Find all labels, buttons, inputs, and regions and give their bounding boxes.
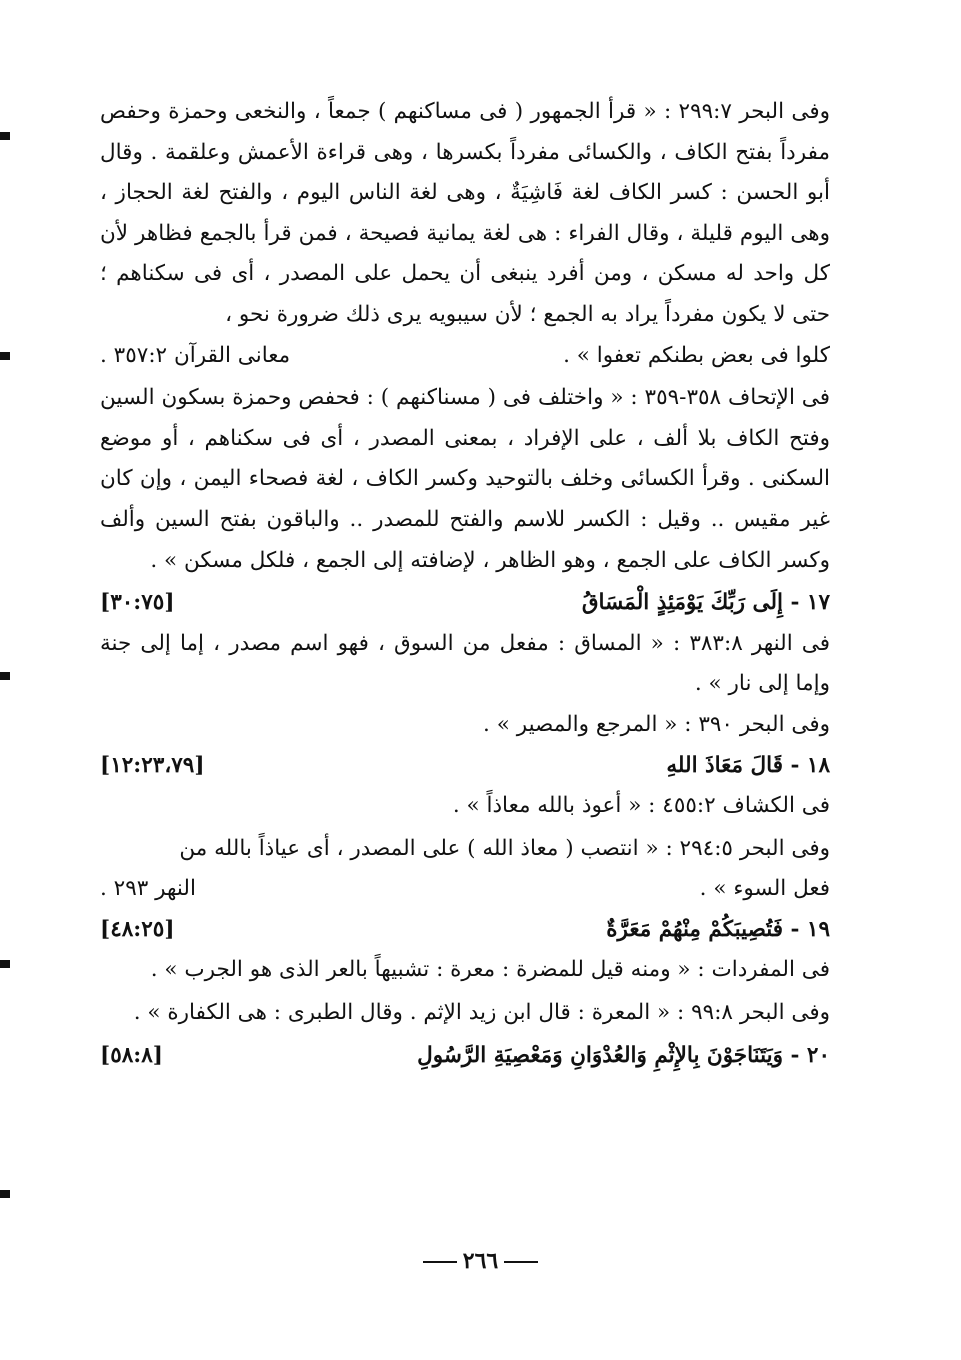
- footer-dash: [504, 1261, 538, 1263]
- verse-reference: [٣٠:٧٥]: [100, 590, 175, 616]
- verse-entry-18: [100, 746, 830, 787]
- footer-dash: [423, 1261, 457, 1263]
- paragraph-text: فى المفردات : « ومنه قيل للمضرة : معرة : تشبيهاً بالعر الذى هو الجرب » .: [150, 957, 830, 983]
- verse-text: ١٨ - قَالَ مَعَاذَ اللهِ: [666, 752, 830, 778]
- verse-text: ٢٠ - وَيَتَنَاجَوْنَ بِالإِثْمِ وَالعُدْوَانِ وَمَعْصِيَةِ الرَّسُولِ: [417, 1042, 830, 1068]
- paragraph-closing-line: [100, 869, 830, 910]
- scan-edge-mark: [0, 1190, 10, 1198]
- verse-entry-19: [100, 910, 830, 951]
- paragraph-text: وفى البحر ٩٩:٨ : « المعرة : قال ابن زيد الإثم . وقال الطبرى : هى الكفارة » .: [133, 1000, 830, 1026]
- paragraph-text: فى النهر ٣٨٣:٨ : « المساق : مفعل من السوق ، فهو اسم مصدر ، إما إلى جنة وإما إلى نار » .: [100, 630, 830, 697]
- paragraph-text: وفى البحر ٢٩٩:٧ : « قرأ الجمهور ( فى مساكنهم ) جمعاً ، والنخعى وحمزة وحفص مفرداً بفتح الكاف ، والكسائى مفرداً بكسرها ، وهى قراءة الأعمش وعلقمة . وقال أبو الحسن : كسر الكاف لغة فَاشِيَةٌ ، وهى لغة الناس اليوم ، والفتح لغة الحجاز ، وهى اليوم قليلة ، وقال الفراء : هى لغة يمانية فصيحة ، فمن قرأ بالجمع فظاهر لأن كل واحد له مسكن ، ومن أفرد ينبغى أن يحمل على المصدر ، أى فى سكناهم ؛ حتى لا يكون مفرداً يراد به الجمع ؛ لأن سيبويه يرى ذلك ضرورة نحو ،: [100, 99, 830, 327]
- scan-edge-mark: [0, 352, 10, 360]
- source-reference: النهر ٢٩٣ .: [100, 876, 196, 902]
- paragraph-bahr-masaq: [100, 705, 830, 746]
- paragraph-text: فى الإتحاف ٣٥٨-٣٥٩ : « واختلف فى ( مسناكنهم ) : فحفص وحمزة بسكون السين وفتح الكاف بلا ألف ، على الإفراد ، بمعنى المصدر ، أى فى سكناهم ، أو موضع السكنى . وقرأ الكسائى وخلف بالتوحيد وكسر الكاف ، لغة فصحاء اليمن ، وإن كان غير مقيس .. وقيل : الكسر للاسم والفتح للمصدر .. والباقون بفتح السين وألف وكسر الكاف على الجمع ، وهو الظاهر ، لإضافته إلى الجمع ، فلكل مسكن » .: [100, 385, 830, 573]
- closing-text: كلوا فى بعض بطنكم تعفوا » .: [563, 342, 830, 368]
- verse-entry-20: [100, 1036, 830, 1077]
- closing-text: فعل السوء » .: [699, 876, 830, 902]
- verse-reference: [٥٨:٨]: [100, 1042, 163, 1068]
- source-reference: معانى القرآن ٣٥٧:٢ .: [100, 342, 291, 368]
- paragraph-text: وفى البحر ٢٩٤:٥ : « انتصب ( معاذ الله ) على المصدر ، أى عياذاً بالله من: [179, 835, 830, 861]
- paragraph-bahr-masakin: [100, 92, 830, 376]
- scan-edge-mark: [0, 672, 10, 680]
- verse-text: ١٧ - إِلَى رَبِّكَ يَوْمَئِذٍ الْمَسَاقُ: [581, 590, 830, 616]
- paragraph-closing-line: [100, 336, 830, 377]
- scan-edge-mark: [0, 960, 10, 968]
- paragraph-kashshaf: [100, 786, 830, 827]
- paragraph-ithaf: [100, 378, 830, 581]
- paragraph-text: فى الكشاف ٤٥٥:٢ : « أعوذ بالله معاذاً » .: [452, 793, 830, 819]
- paragraph-bahr-maadh: [100, 829, 830, 910]
- page-number: ٢٦٦: [462, 1248, 499, 1274]
- page-body: [100, 92, 830, 1076]
- paragraph-nahr-masaq: [100, 624, 830, 705]
- paragraph-mufradat: [100, 950, 830, 991]
- page-footer: [0, 1248, 961, 1274]
- verse-reference: [٤٨:٢٥]: [100, 916, 175, 942]
- verse-text: ١٩ - فَتُصِيبَكُمْ مِنْهُمْ مَعَرَّةٌ: [606, 916, 830, 942]
- verse-entry-17: [100, 583, 830, 624]
- scan-edge-mark: [0, 132, 10, 140]
- verse-reference: [١٢:٢٣،٧٩]: [100, 752, 205, 778]
- paragraph-text: وفى البحر ٣٩٠ : « المرجع والمصير » .: [483, 711, 830, 737]
- paragraph-bahr-maarra: [100, 993, 830, 1034]
